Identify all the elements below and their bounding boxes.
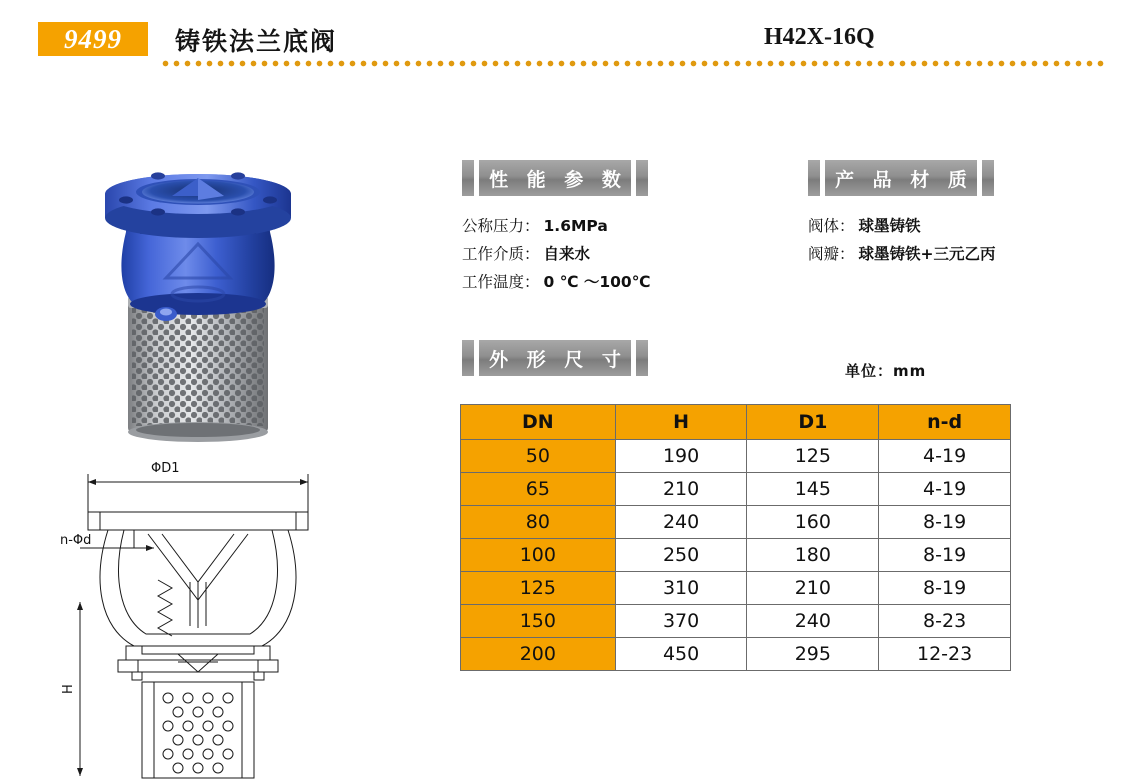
column-header-h: H (615, 405, 747, 440)
spec-value: 1.6MPa (543, 217, 608, 235)
product-model: H42X-16Q (764, 24, 875, 50)
cell-dn: 80 (461, 506, 616, 539)
header-dotted-divider (160, 60, 1104, 67)
column-header-dn: DN (461, 405, 616, 440)
cell-dn: 100 (461, 539, 616, 572)
cell-dn: 200 (461, 638, 616, 671)
column-header-nd: n-d (879, 405, 1011, 440)
drawing-label-nd: n-Φd (60, 533, 92, 548)
strainer-perforations (163, 693, 233, 773)
dimensions-title-ribbon (462, 340, 648, 376)
cell-h: 250 (615, 539, 747, 572)
cell-nd: 8-19 (879, 572, 1011, 605)
cell-nd: 8-19 (879, 539, 1011, 572)
cell-h: 310 (615, 572, 747, 605)
product-code-text: 9499 (64, 23, 122, 54)
cell-d1: 240 (747, 605, 879, 638)
table-row (461, 506, 1011, 539)
dimensions-title-text: 外 形 尺 寸 (489, 348, 627, 371)
table-row (461, 539, 1011, 572)
cell-dn: 125 (461, 572, 616, 605)
cell-nd: 4-19 (879, 473, 1011, 506)
spec-value: 球墨铸铁 (858, 217, 921, 235)
cell-h: 240 (615, 506, 747, 539)
table-header-row (461, 405, 1011, 440)
cell-h: 190 (615, 440, 747, 473)
table-row (461, 572, 1011, 605)
dimensions-table (460, 404, 1011, 671)
cell-d1: 210 (747, 572, 879, 605)
material-spec-list (808, 212, 996, 268)
performance-spec-list (462, 212, 651, 296)
cell-h: 450 (615, 638, 747, 671)
strainer-basket (128, 296, 268, 442)
technical-drawing (38, 450, 388, 781)
spec-value: 0 ℃ ～100℃ (543, 273, 651, 291)
spec-row (808, 212, 996, 240)
cell-nd: 12-23 (879, 638, 1011, 671)
cell-dn: 50 (461, 440, 616, 473)
table-row (461, 440, 1011, 473)
cell-dn: 150 (461, 605, 616, 638)
product-code-badge (38, 22, 148, 56)
top-flange (105, 172, 291, 238)
table-row (461, 473, 1011, 506)
cell-nd: 8-19 (879, 506, 1011, 539)
cell-d1: 125 (747, 440, 879, 473)
material-title-ribbon (808, 160, 994, 196)
performance-title-text: 性 能 参 数 (489, 168, 627, 191)
spec-label: 公称压力： (462, 217, 540, 235)
spec-row (462, 268, 651, 296)
drawing-label-d1: ΦD1 (151, 461, 180, 476)
cell-dn: 65 (461, 473, 616, 506)
table-row (461, 605, 1011, 638)
page-title: 铸铁法兰底阀 (175, 27, 338, 56)
spec-label: 工作温度： (462, 273, 540, 291)
drawing-label-h: H (61, 684, 76, 694)
spec-value: 球墨铸铁+三元乙丙 (858, 245, 996, 263)
unit-note: 单位：mm (845, 362, 927, 380)
cell-h: 210 (615, 473, 747, 506)
performance-title-ribbon (462, 160, 648, 196)
cell-d1: 160 (747, 506, 879, 539)
column-header-d1: D1 (747, 405, 879, 440)
product-photo (48, 82, 378, 442)
spec-label: 阀瓣： (808, 245, 855, 263)
cell-d1: 145 (747, 473, 879, 506)
spec-row (808, 240, 996, 268)
cell-h: 370 (615, 605, 747, 638)
cell-nd: 8-23 (879, 605, 1011, 638)
spec-value: 自来水 (543, 245, 591, 263)
spec-label: 工作介质： (462, 245, 540, 263)
cell-nd: 4-19 (879, 440, 1011, 473)
spec-row (462, 240, 651, 268)
material-title-text: 产 品 材 质 (835, 168, 973, 191)
page-header (0, 0, 1136, 70)
cell-d1: 295 (747, 638, 879, 671)
spec-row (462, 212, 651, 240)
table-row (461, 638, 1011, 671)
cell-d1: 180 (747, 539, 879, 572)
spec-label: 阀体： (808, 217, 855, 235)
